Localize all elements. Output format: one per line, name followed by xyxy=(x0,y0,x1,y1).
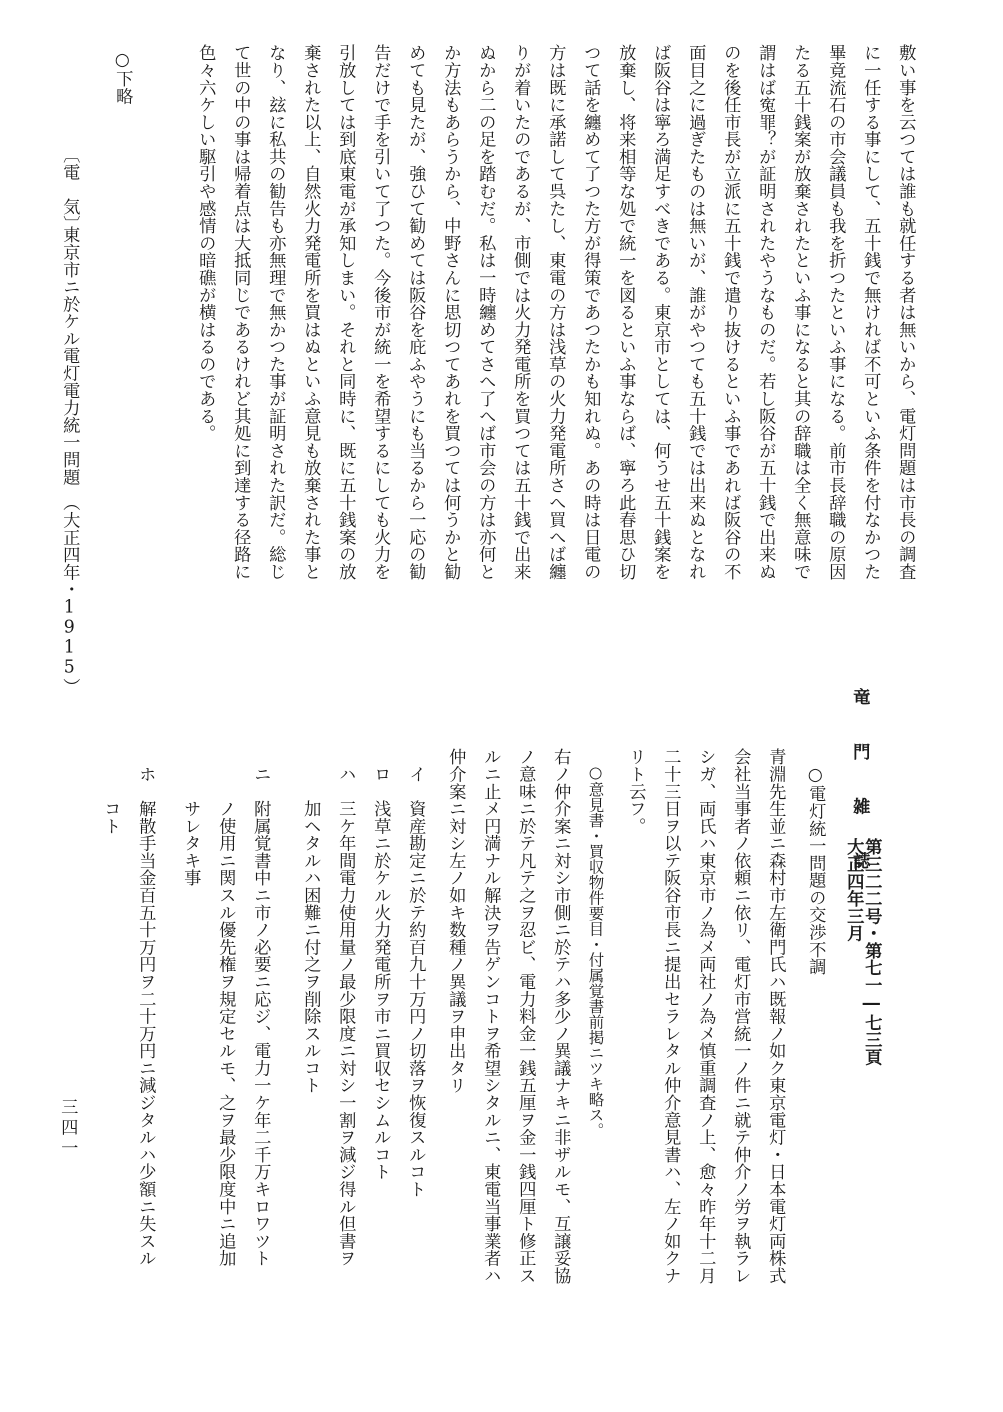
text-line: サレタキ事 xyxy=(180,748,201,887)
journal-title: 竜 門 雑 誌 xyxy=(849,688,870,880)
text-line: 引放しては到底東電が承知しまい。それと同時に、既に五十銭案の放 xyxy=(335,44,356,580)
text-line: コト xyxy=(100,748,121,835)
text-line: ○意見書・買収物件要目・付属覚書前掲ニツキ略ス。 xyxy=(586,748,605,1138)
text-line: リト云フ。 xyxy=(625,748,646,835)
text-line: なり、玆に私共の勧告も亦無理で無かつた事が証明された訳だ。総じ xyxy=(265,44,286,580)
text-line: 二十三日ヲ以テ阪谷市長ニ提出セラレタル仲介意見書ハ、左ノ如クナ xyxy=(660,748,681,1284)
text-line: か方法もあらうから、中野さんに思切つてあれを買つては何うかと勧 xyxy=(440,44,461,580)
text-line: 放棄し、将来相等な処で統一を図るといふ事ならば、寧ろ此春思ひ切 xyxy=(615,44,636,580)
text-line: 青淵先生並ニ森村市左衛門氏ハ既報ノ如ク東京電灯・日本電灯両株式 xyxy=(765,748,786,1284)
text-line: 敷い事を云つては誰も就任する者は無いから、電灯問題は市長の調査 xyxy=(895,44,916,580)
text-line: ニ 附属覚書中ニ市ノ必要ニ応ジ、電力一ケ年二千万キロワツト xyxy=(250,748,271,1267)
text-line: イ 資産勘定ニ於テ約百九十万円ノ切落ヲ恢復スルコト xyxy=(405,748,426,1198)
footer-category: 〔電 気〕 xyxy=(59,146,80,233)
issue-date: 大正四年三月 xyxy=(843,838,864,942)
text-line: 面目之に過ぎたものは無いが、誰がやつても五十銭では出来ぬとなれ xyxy=(685,44,706,580)
text-line: ルニ止メ円満ナル解決ヲ告ゲンコトヲ希望シタルニ、東電当事業者ハ xyxy=(480,748,501,1284)
text-line: 畢竟流石の市会議員も我を折つたといふ事になる。前市長辞職の原因 xyxy=(825,44,846,580)
text-line: ぬから二の足を踏むだ。私は一時纏めてさへ了へば市会の方は亦何と xyxy=(475,44,496,580)
text-line: 棄された以上、自然火力発電所を買はぬといふ意見も放棄された事と xyxy=(300,44,321,580)
text-line: シガ、両氏ハ東京市ノ為メ両社ノ為メ慎重調査ノ上、愈々昨年十二月 xyxy=(695,748,716,1284)
text-line: たる五十銭案が放棄されたといふ事になると其の辞職は全く無意味で xyxy=(790,44,811,580)
text-line: ホ 解散手当金百五十万円ヲ二十万円ニ減ジタルハ少額ニ失スル xyxy=(135,748,156,1267)
text-line: 会社当事者ノ依頼ニ依リ、電灯市営統一ノ件ニ就テ仲介ノ労ヲ執ラレ xyxy=(730,748,751,1284)
text-line: 方は既に承諾して呉たし、東電の方は浅草の火力発電所さへ買へば纏 xyxy=(545,44,566,580)
text-line: ロ 浅草ニ於ケル火力発電所ヲ市ニ買収セシムルコト xyxy=(370,748,391,1181)
page-number: 三四一 xyxy=(57,1098,78,1159)
text-line: 加ヘタルハ困難ニ付之ヲ削除スルコト xyxy=(300,748,321,1094)
text-line: ノ意味ニ於テ凡テ之ヲ忍ビ、電力料金一銭五厘ヲ金一銭四厘ト修正ス xyxy=(515,748,536,1284)
text-line: 謂はば寃罪？が証明されたやうなものだ。若し阪谷が五十銭で出来ぬ xyxy=(755,44,776,580)
text-line: ノ使用ニ関スル優先権ヲ規定セルモ、之ヲ最少限度中ニ追加 xyxy=(215,748,236,1267)
text-line: りが着いたのであるが、市側では火力発電所を買つては五十銭で出来 xyxy=(510,44,531,580)
text-line: 右ノ仲介案ニ対シ市側ニ於テハ多少ノ異議ナキニ非ザルモ、互譲妥協 xyxy=(550,748,571,1284)
text-line: 仲介案ニ対シ左ノ如キ数種ノ異議ヲ申出タリ xyxy=(445,748,466,1094)
footer-title: 東京市ニ於ケル電灯電力統一問題 （大正四年・1915） xyxy=(59,226,80,696)
text-line: つて話を纏めて了つた方が得策であつたかも知れぬ。あの時は日電の xyxy=(580,44,601,580)
text-line: て世の中の事は帰着点は大抵同じであるけれど其処に到達する径路に xyxy=(230,44,251,580)
article-heading: ○電灯統一問題の交渉不調 xyxy=(805,765,826,976)
text-line: に一任する事にして、五十銭で無ければ不可といふ条件を付なかつた xyxy=(860,44,881,580)
text-line: 色々六ケしい駆引や感情の暗礁が横はるのである。 xyxy=(195,44,216,442)
text-line: のを後任市長が立派に五十銭で遣り抜けるといふ事であれば阪谷の不 xyxy=(720,44,741,580)
issue-reference: 第三二二号・第七一―七三頁 xyxy=(861,838,882,1066)
omitted-note: ○下略 xyxy=(112,50,133,105)
text-line: 告だけで手を引いて了つた。今後市が統一を希望するにしても火力を xyxy=(370,44,391,580)
text-line: ハ 三ケ年間電力使用量ノ最少限度ニ対シ一割ヲ減ジ得ル但書ヲ xyxy=(335,748,356,1267)
text-line: ば阪谷は寧ろ満足すべきである。東京市としては、何うせ五十銭案を xyxy=(650,44,671,580)
text-line: めても見たが、強ひて勧めては阪谷を庇ふやうにも当るから一応の勧 xyxy=(405,44,426,580)
